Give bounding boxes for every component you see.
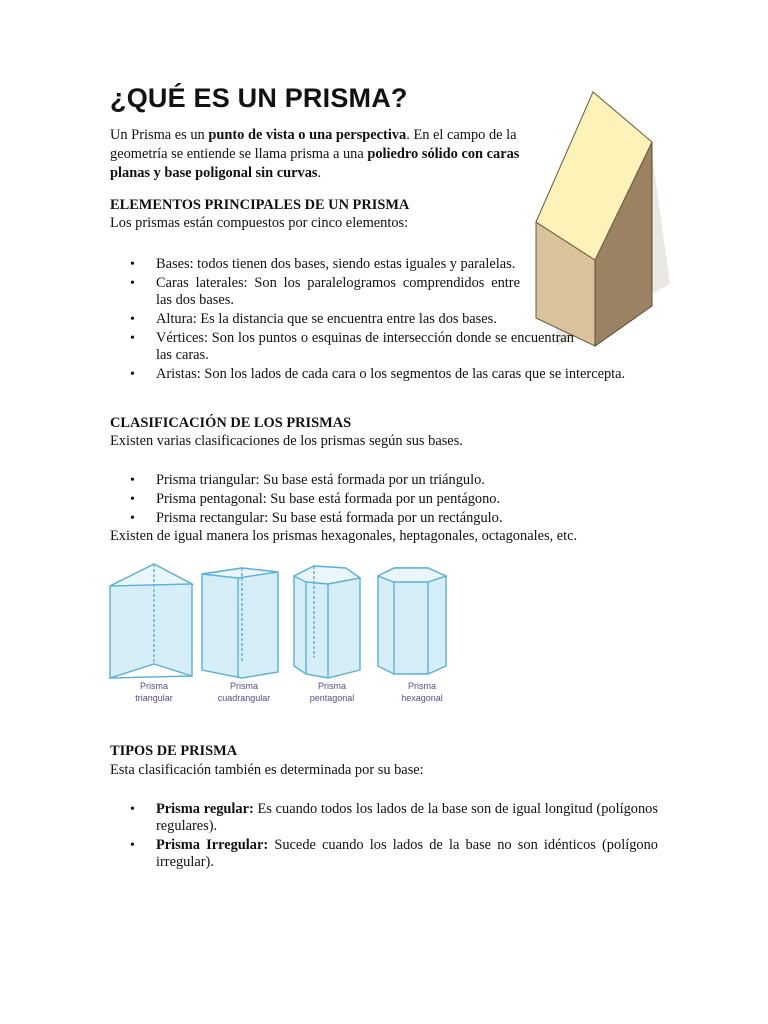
square-prism-drawing xyxy=(202,568,278,678)
label-cuadrangular-2: cuadrangular xyxy=(217,693,271,703)
clasificacion-heading: CLASIFICACIÓN DE LOS PRISMAS xyxy=(110,415,352,431)
label-cuadrangular-1: Prisma xyxy=(229,681,259,691)
page-title: ¿QUÉ ES UN PRISMA? xyxy=(110,83,408,113)
label-pentagonal-2: pentagonal xyxy=(309,693,355,703)
clasificacion-intro: Existen varias clasificaciones de los prismas según sus bases. xyxy=(110,433,463,449)
elementos-intro: Los prismas están compuestos por cinco elementos: xyxy=(110,215,409,231)
intro-bold-1: punto de vista o una perspectiva xyxy=(208,127,407,143)
list-item: • Prisma triangular: Su base está formada por un triángulo. xyxy=(110,472,666,489)
list-item: • Vértices: Son los puntos o esquinas de intersección donde se encuentran las caras. xyxy=(110,330,574,364)
label-hexagonal-1: Prisma xyxy=(407,681,437,691)
tipos-heading: TIPOS DE PRISMA xyxy=(110,743,238,759)
list-item xyxy=(110,801,658,835)
elementos-heading: ELEMENTOS PRINCIPALES DE UN PRISMA xyxy=(110,197,410,213)
pentagonal-prism-drawing xyxy=(294,566,360,678)
intro-text-2: . En el campo de la geometría se entiende se llama prisma a una xyxy=(110,127,517,162)
triangular-prism-drawing xyxy=(110,564,192,678)
list-item: • Prisma pentagonal: Su base está formada por un pentágono. xyxy=(110,491,666,508)
intro-text-1: Un Prisma es un xyxy=(110,127,209,143)
list-item: • Bases: todos tienen dos bases, siendo estas iguales y paralelas. xyxy=(110,256,520,273)
clasificacion-outro: Existen de igual manera los prismas hexagonales, heptagonales, octagonales, etc. xyxy=(110,528,578,544)
list-item: • Aristas: Son los lados de cada cara o los segmentos de las caras que se intercepta. xyxy=(110,366,666,383)
label-triangular-1: Prisma xyxy=(139,681,169,691)
intro-paragraph xyxy=(110,126,560,183)
label-triangular-2: triangular xyxy=(135,693,173,703)
list-item: • Caras laterales: Son los paralelogramos comprendidos entre las dos bases. xyxy=(110,275,520,309)
label-hexagonal-2: hexagonal xyxy=(401,693,443,703)
intro-bold-2: poliedro sólido con caras planas y base poligonal sin curvas xyxy=(110,146,520,181)
intro-text-3: . xyxy=(317,165,322,181)
tipo-desc: Es cuando todos los lados de la base son de igual longitud (polígonos regulares). xyxy=(156,801,658,834)
tipos-intro: Esta clasificación también es determinada por su base: xyxy=(110,762,424,778)
elementos-list xyxy=(110,256,666,385)
tipo-term: Prisma regular: xyxy=(156,801,254,817)
list-item: • Altura: Es la distancia que se encuentra entre las dos bases. xyxy=(110,311,576,328)
tipo-term: Prisma Irregular: xyxy=(156,837,269,853)
clasificacion-list xyxy=(110,472,666,529)
hexagonal-prism-drawing xyxy=(378,568,446,674)
label-pentagonal-1: Prisma xyxy=(317,681,347,691)
list-item xyxy=(110,837,658,871)
tipos-list xyxy=(110,801,658,873)
list-item: • Prisma rectangular: Su base está formada por un rectángulo. xyxy=(110,510,666,527)
tipo-desc: Sucede cuando los lados de la base no son idénticos (polígono irregular). xyxy=(156,837,658,870)
prism-types-figure xyxy=(106,562,456,712)
